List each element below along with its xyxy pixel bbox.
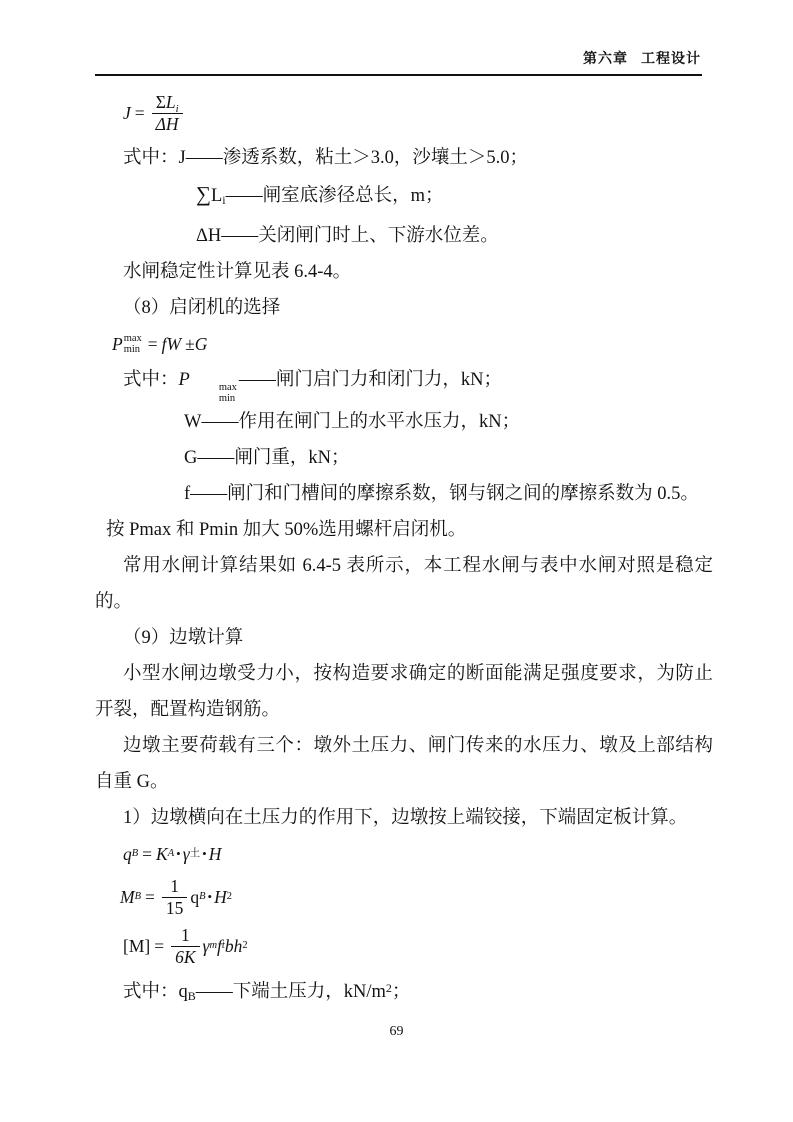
formula-j-lhs: J (123, 102, 131, 123)
eq-note-f: f——闸门和门槽间的摩擦系数，钢与钢之间的摩擦系数为 0.5。 (184, 484, 699, 504)
pier-strength-paragraph: 小型水闸边墩受力小，按构造要求确定的断面能满足强度要求，为防止开裂，配置构造钢筋。 (95, 664, 713, 720)
stability-reference: 水闸稳定性计算见表 6.4-4。 (123, 262, 352, 282)
fraction: $\frac{1}{6K}$ (171, 925, 199, 968)
page-number: 69 (389, 1024, 404, 1039)
eq-note-p: 式中：P max min ——闸门启门力和闭门力，kN； (123, 370, 503, 404)
formula-hoist-force: P max min = fW ± G (112, 333, 208, 355)
header-rule (95, 74, 702, 76)
eq-note-delta-h: ΔH——关闭闸门时上、下游水位差。 (196, 226, 499, 246)
eq-note-sum-li: $\sum L_i——$闸室底渗径总长，m； (196, 182, 444, 207)
header-section-title: 工程设计 (641, 52, 701, 67)
eq-note-qb: 式中：$q_B——$下端土压力，$kN/m^2$； (123, 981, 411, 1003)
calculation-result-paragraph: 常用水闸计算结果如 6.4-5 表所示，本工程水闸与表中水闸对照是稳定的。 (95, 556, 713, 612)
max-min-stack: max min (123, 333, 142, 355)
formula-earth-pressure: q B = K A • γ 土 • H (123, 843, 222, 864)
heading-item-8: （8）启闭机的选择 (123, 298, 281, 318)
pier-loads-paragraph: 边墩主要荷载有三个：墩外土压力、闸门传来的水压力、墩及上部结构自重 G。 (95, 736, 713, 792)
max-min-stack: max min (218, 382, 237, 404)
formula-seepage-coefficient: J = $\frac{\Sigma L_i}{\Delta H}$ (95, 86, 713, 140)
fraction: $\frac{1}{15}$ (162, 876, 188, 919)
fraction: $\frac{\Sigma L_i}{\Delta H}$ (152, 92, 183, 135)
eq-note-j: 式中：J——渗透系数，粘土＞3.0，沙壤土＞5.0； (123, 148, 528, 168)
eq-note-w: W——作用在闸门上的水平水压力，kN； (184, 412, 521, 432)
screw-hoist-note: 按 Pmax 和 Pmin 加大 50%选用螺杆启闭机。 (106, 520, 467, 540)
heading-item-9: （9）边墩计算 (123, 628, 244, 648)
eq-note-g: G——闸门重，kN； (184, 448, 350, 468)
formula-allowable-moment: [M] = $\frac{1}{6K}$ γ m f t bh 2 (123, 924, 248, 967)
pier-lateral-item: 1）边墩横向在土压力的作用下，边墩按上端铰接，下端固定板计算。 (123, 808, 688, 828)
page-content (95, 86, 713, 1014)
formula-bending-moment: M B = $\frac{1}{15}$ q B • H 2 (120, 875, 232, 918)
header-chapter: 第六章 (583, 52, 628, 67)
page-header (583, 48, 701, 68)
page-footer (0, 1024, 793, 1040)
